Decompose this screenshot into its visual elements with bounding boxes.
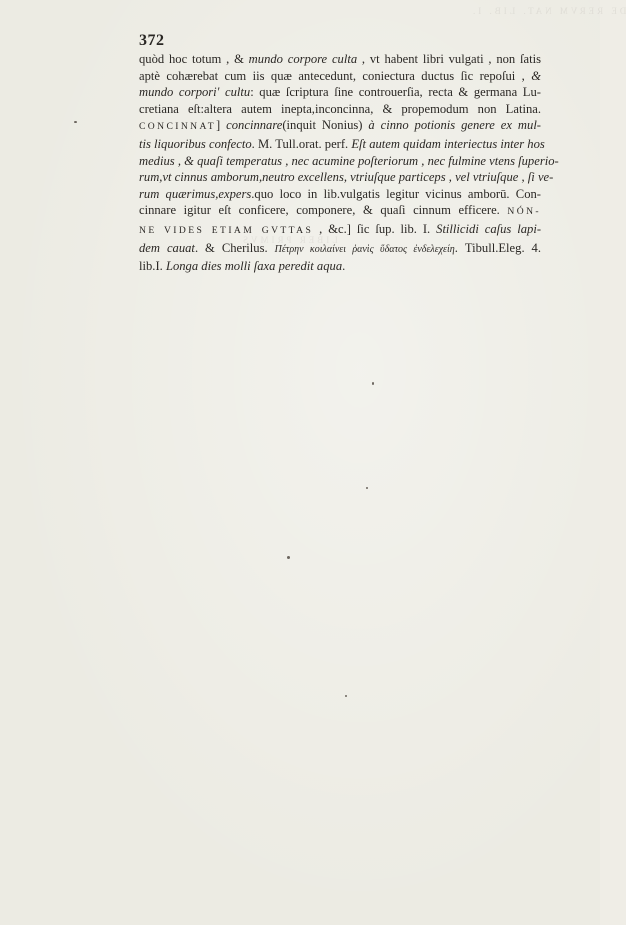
text-line <box>139 84 541 101</box>
paper-speck <box>345 695 347 697</box>
text-run: : quæ ſcriptura ſine controuerſia, recta & germana Lu- <box>250 85 541 100</box>
text-run: & <box>531 68 541 83</box>
text-run: à cinno potionis genere ex mul- <box>368 118 542 133</box>
text-run: ] <box>216 118 227 133</box>
lemma-small-caps: CONCINNAT <box>139 121 217 133</box>
text-line <box>139 202 541 221</box>
text-run: rum quærimus,expers <box>139 186 252 201</box>
text-run: concinnare <box>226 118 283 133</box>
paper-speck <box>287 556 290 559</box>
text-run: . <box>342 259 346 274</box>
commentary-text <box>139 51 559 275</box>
text-run: tis liquoribus confecto <box>139 136 252 151</box>
text-line <box>139 136 545 153</box>
show-through-header: DE RERVM NAT. LIB. I. <box>470 6 626 16</box>
text-line <box>139 169 554 186</box>
text-run: quòd hoc totum , & <box>139 52 249 66</box>
text-run: . Tibull.Eleg. 4. <box>454 240 542 255</box>
text-run: , vt habent libri vulgati , non ſatis <box>357 52 541 66</box>
lemma-small-caps: NE VIDES ETIAM GVTTAS <box>139 224 314 236</box>
text-run: cretiana eſt:altera autem inepta,inconcinna, & propemodum non Latina. <box>139 101 541 116</box>
text-run: aptè cohærebat cum iis quæ antecedunt, coniectura ductus ſic repoſui , <box>139 68 532 83</box>
greek-quotation: Πέτρην κοιλαίνει ῥανὶς ὕδατος ἐνδελεχείη <box>274 243 455 255</box>
text-run: Longa dies molli ſaxa peredit aqua <box>165 259 343 274</box>
paper-speck <box>74 121 77 123</box>
text-run: . & Cherilus. <box>194 240 275 255</box>
text-line <box>139 68 541 85</box>
text-run: rum,vt cinnus amborum,neutro excellens, vtriuſque particeps , vel vtriuſque , ſi ve- <box>139 170 554 185</box>
text-line <box>139 101 541 118</box>
text-run: , &c.] ſic ſup. lib. I. <box>313 221 437 236</box>
lemma-small-caps: NÓN- <box>507 206 541 218</box>
text-run: Eſt autem quidam interiectus inter hos <box>351 136 545 151</box>
show-through-text: LIBER PRIMVS <box>240 235 338 245</box>
text-run: . M. Tull.orat. perf. <box>251 136 352 151</box>
text-run: mundo corpori' cultu <box>139 85 251 100</box>
text-line <box>139 186 541 203</box>
text-run: mundo corpore culta <box>248 52 358 66</box>
paper-speck <box>372 382 374 385</box>
text-run: dem cauat <box>139 240 195 255</box>
text-run: lib.I. <box>139 259 166 274</box>
text-line <box>139 51 541 68</box>
text-run: medius , & quaſi temperatus , nec acumine poſteriorum , nec fulmine vtens ſuperio- <box>139 153 559 168</box>
text-line <box>139 240 541 259</box>
text-line <box>139 117 541 136</box>
text-run: .quo loco in lib.vulgatis legitur vicinus amborū. Con- <box>251 186 541 201</box>
page-number: 372 <box>139 32 165 49</box>
text-line <box>139 258 541 275</box>
text-run: Stillicidi caſus lapi- <box>436 221 542 236</box>
paper-speck <box>366 487 368 489</box>
text-line <box>139 153 559 170</box>
text-run: cinnare igitur eſt conficere, componere, & quaſi cinnum efficere. <box>139 203 508 218</box>
text-line <box>139 221 541 240</box>
text-run: (inquit Nonius) <box>282 118 369 133</box>
